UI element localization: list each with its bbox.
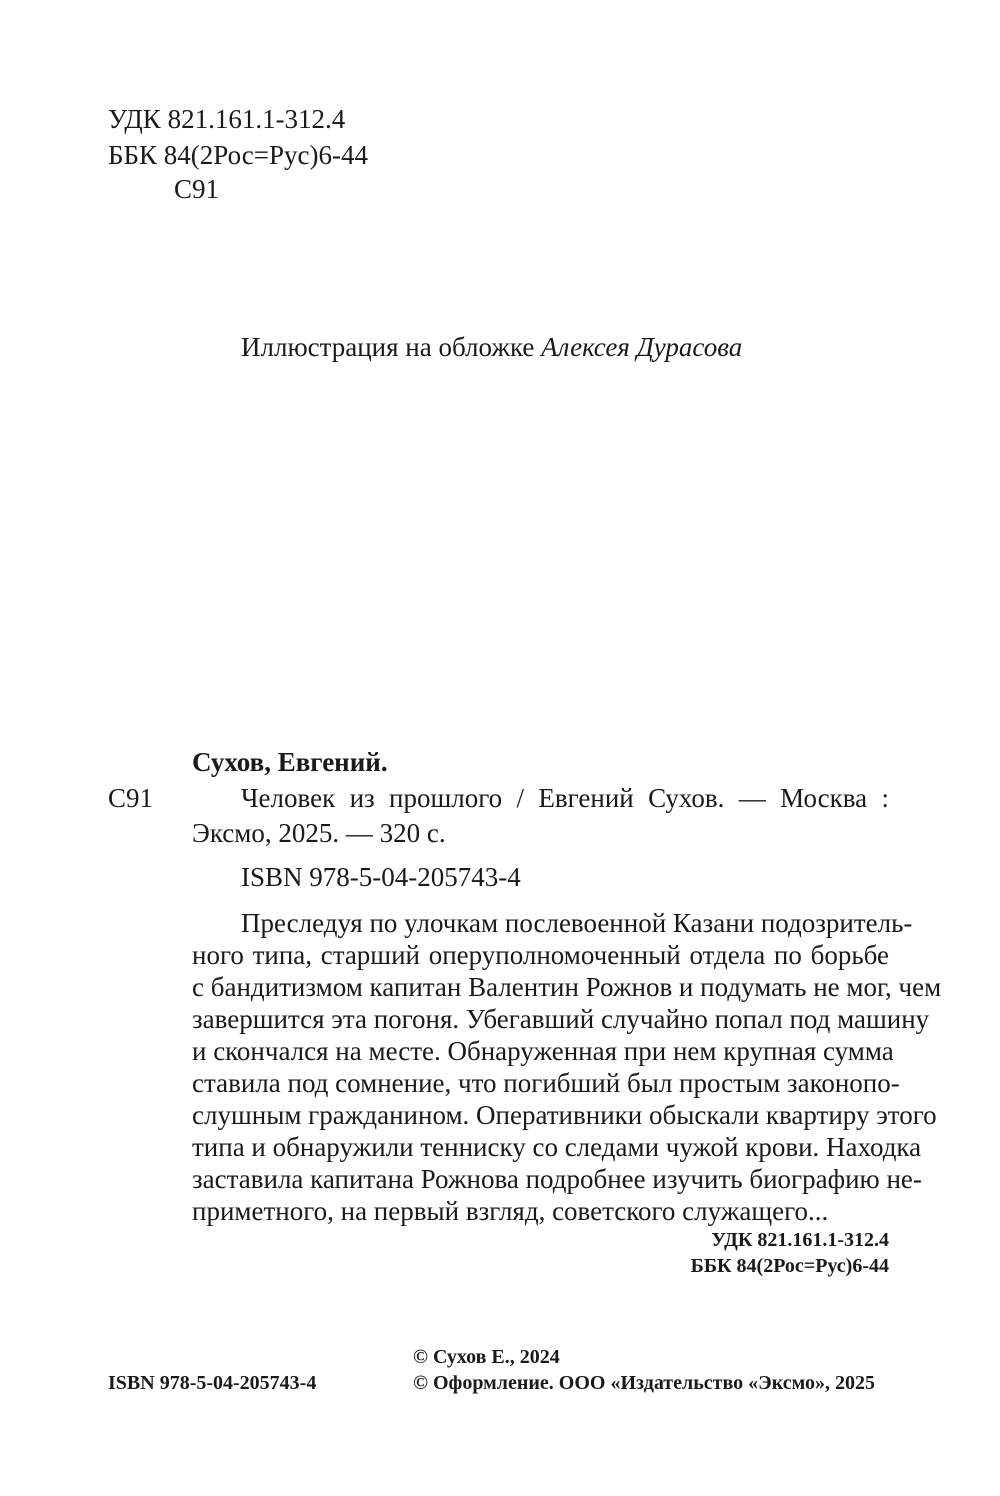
annotation-line: и скончался на месте. Обнаруженная при нем крупная сумма: [192, 1036, 894, 1066]
record-publisher-line: Эксмо, 2025. — 320 с.: [192, 818, 446, 848]
bbk-code-bottom: ББК 84(2Рос=Рус)6-44: [690, 1255, 889, 1277]
annotation-line: с бандитизмом капитан Валентин Рожнов и подумать не мог, чем: [192, 972, 942, 1002]
record-isbn: ISBN 978-5-04-205743-4: [241, 862, 521, 892]
illustration-credit-prefix: Иллюстрация на обложке: [241, 332, 542, 362]
record-author-sign: С91: [108, 783, 154, 813]
record-author: Сухов, Евгений.: [192, 747, 388, 777]
author-sign-top: С91: [174, 174, 220, 204]
bbk-code-top: ББК 84(2Рос=Рус)6-44: [108, 140, 368, 170]
isbn-bottom: ISBN 978-5-04-205743-4: [108, 1372, 317, 1394]
annotation-line: ставила под сомнение, что погибший был простым законопо-: [192, 1068, 900, 1098]
annotation-paragraph: [192, 908, 942, 1228]
illustration-artist: Алексея Дурасова: [541, 332, 743, 362]
annotation-line: Преследуя по улочкам послевоенной Казани подозритель-: [241, 908, 913, 938]
copyright-author: © Сухов Е., 2024: [413, 1346, 560, 1368]
annotation-line: завершится эта погоня. Убегавший случайно попал под машину: [192, 1004, 930, 1034]
illustration-credit: [241, 332, 742, 362]
annotation-line: приметного, на первый взгляд, советского служащего...: [192, 1196, 829, 1226]
annotation-line: ного типа, старший оперуполномоченный отдела по борьбе: [192, 940, 889, 970]
record-title-line: Человек из прошлого / Евгений Сухов. — Москва :: [241, 783, 889, 813]
annotation-line: заставила капитана Рожнова подробнее изучить биографию не-: [192, 1164, 922, 1194]
udk-code-top: УДК 821.161.1-312.4: [108, 104, 346, 134]
annotation-line: слушным гражданином. Оперативники обыскали квартиру этого: [192, 1100, 937, 1130]
copyright-design: © Оформление. ООО «Издательство «Эксмо», 2025: [413, 1372, 875, 1394]
udk-code-bottom: УДК 821.161.1-312.4: [711, 1229, 889, 1251]
annotation-line: типа и обнаружили тенниску со следами чужой крови. Находка: [192, 1132, 922, 1162]
